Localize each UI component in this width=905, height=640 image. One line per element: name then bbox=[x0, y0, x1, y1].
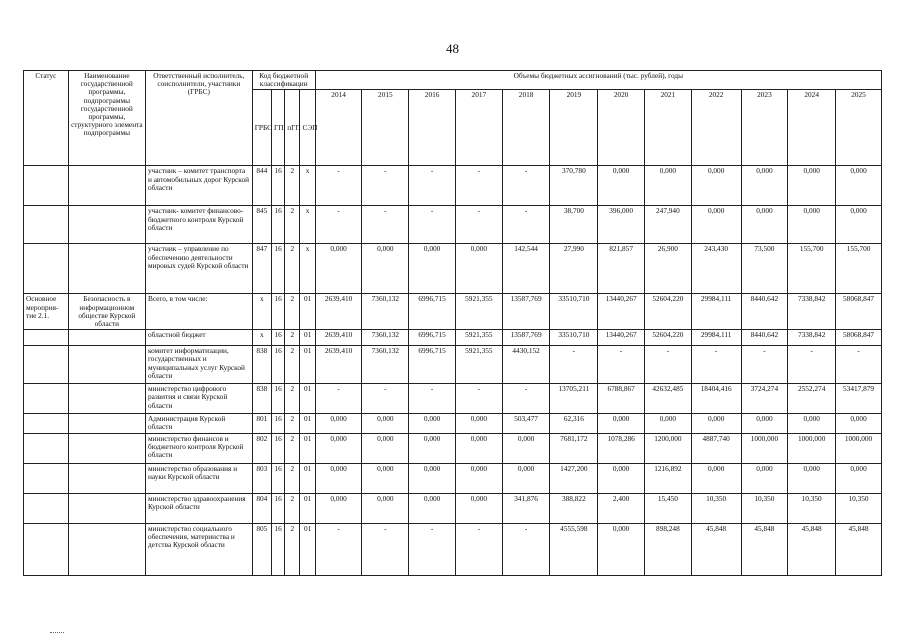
row-code: 805 bbox=[252, 523, 271, 575]
row-executor: участник – управление по обеспечению деятельности мировых судей Курской области bbox=[145, 244, 252, 294]
row-value: 0,000 bbox=[315, 433, 362, 463]
header-executor: Ответственный исполнитель, соисполнители, участники (ГРБС) bbox=[145, 71, 252, 166]
header-year: 2017 bbox=[455, 90, 502, 166]
row-code: 2 bbox=[285, 294, 300, 330]
row-value: 0,000 bbox=[741, 166, 788, 206]
table-body bbox=[24, 166, 882, 575]
row-value: 0,000 bbox=[691, 166, 741, 206]
row-status bbox=[24, 384, 69, 414]
row-status bbox=[24, 433, 69, 463]
row-code: 2 bbox=[285, 523, 300, 575]
row-code: х bbox=[300, 206, 315, 244]
row-value: 26,900 bbox=[645, 244, 692, 294]
row-code: 01 bbox=[300, 523, 315, 575]
header-year: 2018 bbox=[502, 90, 550, 166]
budget-table bbox=[23, 70, 882, 576]
row-value: 0,000 bbox=[409, 414, 456, 433]
row-value: - bbox=[836, 346, 882, 384]
row-status: Основное мероприя-тие 2.1. bbox=[24, 294, 69, 330]
row-value: 45,848 bbox=[788, 523, 836, 575]
row-value: 243,430 bbox=[691, 244, 741, 294]
row-code: 2 bbox=[285, 346, 300, 384]
row-value: 7338,842 bbox=[788, 330, 836, 346]
header-year: 2020 bbox=[598, 90, 645, 166]
row-value: 0,000 bbox=[598, 414, 645, 433]
row-value: 2,400 bbox=[598, 493, 645, 523]
table-row bbox=[24, 330, 882, 346]
row-code: 2 bbox=[285, 463, 300, 493]
row-value: 7360,132 bbox=[362, 294, 409, 330]
row-value: - bbox=[409, 384, 456, 414]
row-code: 802 bbox=[252, 433, 271, 463]
row-code: 845 bbox=[252, 206, 271, 244]
row-code: 801 bbox=[252, 414, 271, 433]
row-value: - bbox=[691, 346, 741, 384]
row-value: 1200,000 bbox=[645, 433, 692, 463]
row-value: 2639,410 bbox=[315, 294, 362, 330]
row-value: 396,000 bbox=[598, 206, 645, 244]
row-value: 8440,642 bbox=[741, 294, 788, 330]
row-value: 33510,710 bbox=[550, 294, 598, 330]
row-value: 5921,355 bbox=[455, 330, 502, 346]
row-value: 2639,410 bbox=[315, 346, 362, 384]
row-code: 838 bbox=[252, 384, 271, 414]
row-name bbox=[68, 330, 145, 346]
row-status bbox=[24, 493, 69, 523]
row-value: 0,000 bbox=[455, 493, 502, 523]
row-value: - bbox=[502, 523, 550, 575]
row-name: Безопасность в информационном обществе Курской области bbox=[68, 294, 145, 330]
row-value: 5921,355 bbox=[455, 346, 502, 384]
row-code: 2 bbox=[285, 493, 300, 523]
row-value: - bbox=[409, 523, 456, 575]
row-name bbox=[68, 206, 145, 244]
row-name bbox=[68, 433, 145, 463]
row-value: 0,000 bbox=[788, 166, 836, 206]
row-value: 13587,769 bbox=[502, 294, 550, 330]
row-value: 53417,879 bbox=[836, 384, 882, 414]
row-value: 0,000 bbox=[455, 414, 502, 433]
header-status: Статус bbox=[24, 71, 69, 166]
row-value: 0,000 bbox=[315, 463, 362, 493]
row-code: 2 bbox=[285, 206, 300, 244]
row-name bbox=[68, 384, 145, 414]
row-value: 4887,740 bbox=[691, 433, 741, 463]
row-status bbox=[24, 414, 69, 433]
row-executor: участник – комитет транспорта и автомобильных дорог Курской области bbox=[145, 166, 252, 206]
header-year: 2023 bbox=[741, 90, 788, 166]
row-code: 01 bbox=[300, 346, 315, 384]
row-value: 821,857 bbox=[598, 244, 645, 294]
row-code: 01 bbox=[300, 433, 315, 463]
row-value: 1216,892 bbox=[645, 463, 692, 493]
table-row bbox=[24, 493, 882, 523]
row-executor: Администрация Курской области bbox=[145, 414, 252, 433]
row-status bbox=[24, 244, 69, 294]
row-code: 16 bbox=[272, 166, 285, 206]
row-value: 142,544 bbox=[502, 244, 550, 294]
row-value: - bbox=[409, 166, 456, 206]
row-value: 0,000 bbox=[409, 244, 456, 294]
row-value: 29984,111 bbox=[691, 330, 741, 346]
row-value: - bbox=[788, 346, 836, 384]
row-code: 16 bbox=[272, 330, 285, 346]
row-value: 58068,847 bbox=[836, 330, 882, 346]
row-status bbox=[24, 523, 69, 575]
row-executor: министерство социального обеспечения, материнства и детства Курской области bbox=[145, 523, 252, 575]
row-code: 2 bbox=[285, 244, 300, 294]
row-code: 16 bbox=[272, 206, 285, 244]
row-value: 3724,274 bbox=[741, 384, 788, 414]
row-value: 0,000 bbox=[691, 463, 741, 493]
row-code: 2 bbox=[285, 384, 300, 414]
row-code: 2 bbox=[285, 166, 300, 206]
row-value: - bbox=[645, 346, 692, 384]
row-value: 7681,172 bbox=[550, 433, 598, 463]
row-value: - bbox=[598, 346, 645, 384]
row-name bbox=[68, 414, 145, 433]
row-code: 16 bbox=[272, 493, 285, 523]
header-volumes: Объемы бюджетных ассигнований (тыс. рублей), годы bbox=[315, 71, 881, 90]
row-value: 13705,211 bbox=[550, 384, 598, 414]
row-name bbox=[68, 493, 145, 523]
table-row bbox=[24, 414, 882, 433]
row-value: 73,500 bbox=[741, 244, 788, 294]
row-code: 01 bbox=[300, 414, 315, 433]
row-value: 42632,485 bbox=[645, 384, 692, 414]
row-value: - bbox=[315, 384, 362, 414]
header-year: 2019 bbox=[550, 90, 598, 166]
table-row bbox=[24, 523, 882, 575]
row-value: - bbox=[362, 384, 409, 414]
row-value: 0,000 bbox=[598, 463, 645, 493]
row-value: 1427,200 bbox=[550, 463, 598, 493]
row-value: - bbox=[409, 206, 456, 244]
row-value: 155,700 bbox=[836, 244, 882, 294]
row-code: 01 bbox=[300, 493, 315, 523]
row-executor: областной бюджет bbox=[145, 330, 252, 346]
table-row bbox=[24, 384, 882, 414]
row-value: 0,000 bbox=[836, 463, 882, 493]
row-value: 0,000 bbox=[502, 433, 550, 463]
row-value: 2552,274 bbox=[788, 384, 836, 414]
row-value: 0,000 bbox=[409, 463, 456, 493]
row-value: 13587,769 bbox=[502, 330, 550, 346]
row-value: 0,000 bbox=[836, 206, 882, 244]
row-value: 2639,410 bbox=[315, 330, 362, 346]
row-code: 16 bbox=[272, 463, 285, 493]
row-code: 01 bbox=[300, 384, 315, 414]
row-code: 16 bbox=[272, 244, 285, 294]
row-code: х bbox=[252, 330, 271, 346]
row-executor: участник- комитет финансово-бюджетного контроля Курской области bbox=[145, 206, 252, 244]
row-executor: министерство финансов и бюджетного контроля Курской области bbox=[145, 433, 252, 463]
row-value: 155,700 bbox=[788, 244, 836, 294]
row-value: 0,000 bbox=[691, 414, 741, 433]
table-row bbox=[24, 166, 882, 206]
row-value: - bbox=[741, 346, 788, 384]
row-value: 0,000 bbox=[409, 493, 456, 523]
row-code: х bbox=[300, 244, 315, 294]
row-value: 18404,416 bbox=[691, 384, 741, 414]
row-name bbox=[68, 346, 145, 384]
row-code: 2 bbox=[285, 433, 300, 463]
row-value: 7338,842 bbox=[788, 294, 836, 330]
header-code-gp: ГП bbox=[272, 90, 285, 166]
row-value: 0,000 bbox=[315, 493, 362, 523]
row-value: 0,000 bbox=[362, 493, 409, 523]
row-value: 6996,715 bbox=[409, 330, 456, 346]
row-code: 847 bbox=[252, 244, 271, 294]
row-value: - bbox=[550, 346, 598, 384]
row-value: 6788,867 bbox=[598, 384, 645, 414]
row-value: 6996,715 bbox=[409, 294, 456, 330]
header-year: 2022 bbox=[691, 90, 741, 166]
row-code: х bbox=[252, 294, 271, 330]
row-value: 0,000 bbox=[362, 463, 409, 493]
row-value: 0,000 bbox=[741, 206, 788, 244]
row-value: 0,000 bbox=[598, 523, 645, 575]
table-row bbox=[24, 244, 882, 294]
header-year: 2025 bbox=[836, 90, 882, 166]
row-code: 16 bbox=[272, 384, 285, 414]
row-value: 13440,267 bbox=[598, 294, 645, 330]
row-value: 0,000 bbox=[741, 414, 788, 433]
row-code: 803 bbox=[252, 463, 271, 493]
header-name: Наименование государственной программы, подпрограммы государственной программы, структурного элемента подпрограммы bbox=[68, 71, 145, 166]
row-value: 341,876 bbox=[502, 493, 550, 523]
row-value: 0,000 bbox=[315, 244, 362, 294]
table-row bbox=[24, 346, 882, 384]
row-executor: министерство образования и науки Курской области bbox=[145, 463, 252, 493]
row-value: 7360,132 bbox=[362, 330, 409, 346]
row-code: 2 bbox=[285, 414, 300, 433]
row-value: 13440,267 bbox=[598, 330, 645, 346]
row-name bbox=[68, 523, 145, 575]
row-value: 0,000 bbox=[362, 414, 409, 433]
row-value: 5921,355 bbox=[455, 294, 502, 330]
row-executor: Всего, в том числе: bbox=[145, 294, 252, 330]
row-code: 01 bbox=[300, 463, 315, 493]
row-executor: министерство здравоохранения Курской области bbox=[145, 493, 252, 523]
row-value: - bbox=[455, 523, 502, 575]
row-value: 0,000 bbox=[455, 433, 502, 463]
row-value: 62,316 bbox=[550, 414, 598, 433]
row-value: 4555,598 bbox=[550, 523, 598, 575]
row-executor: министерство цифрового развития и связи Курской области bbox=[145, 384, 252, 414]
page-number: 48 bbox=[446, 41, 459, 56]
header-budget-code: Код бюджетной классификации bbox=[252, 71, 315, 90]
row-value: 0,000 bbox=[502, 463, 550, 493]
row-value: - bbox=[362, 523, 409, 575]
row-value: 27,990 bbox=[550, 244, 598, 294]
row-value: 0,000 bbox=[598, 166, 645, 206]
row-code: 01 bbox=[300, 294, 315, 330]
row-code: 838 bbox=[252, 346, 271, 384]
row-value: 10,350 bbox=[836, 493, 882, 523]
row-code: х bbox=[300, 166, 315, 206]
row-value: 0,000 bbox=[455, 463, 502, 493]
row-value: 52604,220 bbox=[645, 330, 692, 346]
row-value: 0,000 bbox=[788, 414, 836, 433]
header-code-grbs: ГРБС bbox=[252, 90, 271, 166]
row-value: 503,477 bbox=[502, 414, 550, 433]
row-value: 45,848 bbox=[691, 523, 741, 575]
row-value: 0,000 bbox=[788, 206, 836, 244]
row-value: - bbox=[315, 166, 362, 206]
row-value: 0,000 bbox=[788, 463, 836, 493]
row-value: - bbox=[362, 206, 409, 244]
row-value: 0,000 bbox=[836, 414, 882, 433]
row-name bbox=[68, 166, 145, 206]
row-value: 52604,220 bbox=[645, 294, 692, 330]
row-value: 6996,715 bbox=[409, 346, 456, 384]
row-status bbox=[24, 463, 69, 493]
row-value: 0,000 bbox=[741, 463, 788, 493]
row-value: 38,700 bbox=[550, 206, 598, 244]
row-value: 0,000 bbox=[362, 244, 409, 294]
row-value: - bbox=[315, 206, 362, 244]
row-value: - bbox=[362, 166, 409, 206]
row-value: 0,000 bbox=[691, 206, 741, 244]
row-value: 0,000 bbox=[409, 433, 456, 463]
row-status bbox=[24, 166, 69, 206]
row-value: 10,350 bbox=[691, 493, 741, 523]
header-code-sep: СЭП bbox=[300, 90, 315, 166]
row-value: 0,000 bbox=[645, 414, 692, 433]
row-value: - bbox=[455, 206, 502, 244]
table-row bbox=[24, 206, 882, 244]
row-code: 804 bbox=[252, 493, 271, 523]
row-value: 45,848 bbox=[741, 523, 788, 575]
header-year: 2021 bbox=[645, 90, 692, 166]
row-value: 1000,000 bbox=[788, 433, 836, 463]
row-value: 898,248 bbox=[645, 523, 692, 575]
header-year: 2014 bbox=[315, 90, 362, 166]
row-code: 16 bbox=[272, 523, 285, 575]
row-value: - bbox=[502, 166, 550, 206]
row-code: 16 bbox=[272, 346, 285, 384]
row-value: 1000,000 bbox=[741, 433, 788, 463]
row-value: 0,000 bbox=[315, 414, 362, 433]
row-executor: комитет информатизации, государственных и муниципальных услуг Курской области bbox=[145, 346, 252, 384]
row-code: 16 bbox=[272, 294, 285, 330]
row-value: 247,940 bbox=[645, 206, 692, 244]
row-status bbox=[24, 330, 69, 346]
header-year: 2016 bbox=[409, 90, 456, 166]
row-value: 4430,152 bbox=[502, 346, 550, 384]
header-code-pgp: пГП bbox=[285, 90, 300, 166]
corner-mark bbox=[50, 632, 64, 633]
row-value: 10,350 bbox=[741, 493, 788, 523]
row-code: 16 bbox=[272, 414, 285, 433]
row-value: 8440,642 bbox=[741, 330, 788, 346]
row-value: 33510,710 bbox=[550, 330, 598, 346]
header-year: 2015 bbox=[362, 90, 409, 166]
row-value: 45,848 bbox=[836, 523, 882, 575]
row-value: 0,000 bbox=[836, 166, 882, 206]
row-value: 10,350 bbox=[788, 493, 836, 523]
row-value: - bbox=[502, 206, 550, 244]
row-value: - bbox=[315, 523, 362, 575]
row-value: 7360,132 bbox=[362, 346, 409, 384]
row-value: - bbox=[455, 166, 502, 206]
row-value: 58068,847 bbox=[836, 294, 882, 330]
row-value: 370,780 bbox=[550, 166, 598, 206]
row-value: - bbox=[455, 384, 502, 414]
row-value: 388,822 bbox=[550, 493, 598, 523]
row-name bbox=[68, 463, 145, 493]
table-row bbox=[24, 463, 882, 493]
row-value: 29984,111 bbox=[691, 294, 741, 330]
row-code: 01 bbox=[300, 330, 315, 346]
row-status bbox=[24, 346, 69, 384]
header-year: 2024 bbox=[788, 90, 836, 166]
row-code: 2 bbox=[285, 330, 300, 346]
row-status bbox=[24, 206, 69, 244]
row-value: 1078,286 bbox=[598, 433, 645, 463]
row-value: 0,000 bbox=[362, 433, 409, 463]
row-value: 15,450 bbox=[645, 493, 692, 523]
row-code: 16 bbox=[272, 433, 285, 463]
row-code: 844 bbox=[252, 166, 271, 206]
table-row bbox=[24, 294, 882, 330]
row-value: 0,000 bbox=[455, 244, 502, 294]
row-value: - bbox=[502, 384, 550, 414]
row-value: 0,000 bbox=[645, 166, 692, 206]
row-name bbox=[68, 244, 145, 294]
table-row bbox=[24, 433, 882, 463]
row-value: 1000,000 bbox=[836, 433, 882, 463]
